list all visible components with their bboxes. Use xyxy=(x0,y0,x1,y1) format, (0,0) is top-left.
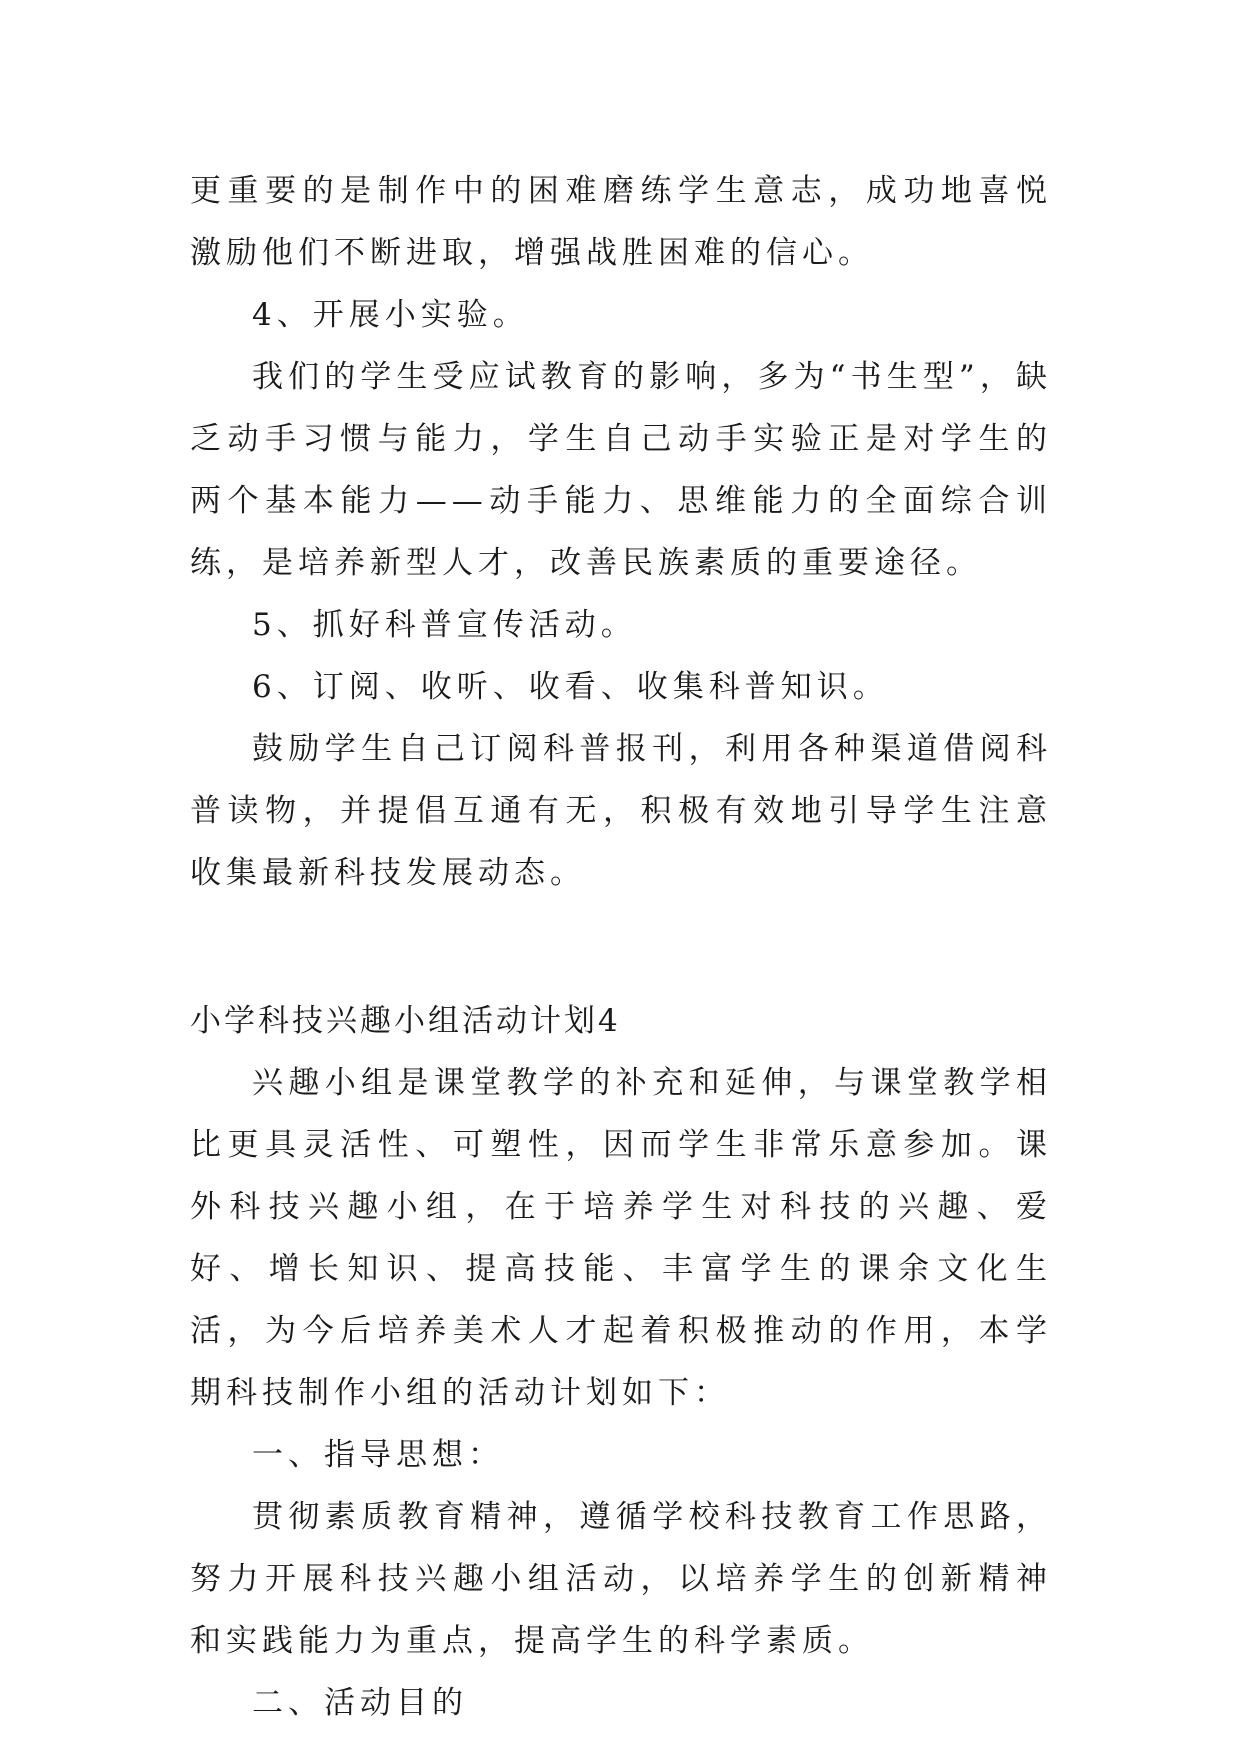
part-1-heading: 一、指导思想： xyxy=(252,1437,504,1473)
continuation-paragraph: 更重要的是制作中的困难磨练学生意志，成功地喜悦激励他们不断进取，增强战胜困难的信心。 xyxy=(190,173,1052,271)
item-5-heading: 5、抓好科普宣传活动。 xyxy=(252,607,637,643)
document-body xyxy=(190,160,1052,1734)
item-4-heading: 4、开展小实验。 xyxy=(252,297,529,333)
intro-paragraph: 兴趣小组是课堂教学的补充和延伸，与课堂教学相比更具灵活性、可塑性，因而学生非常乐意参加。课外科技兴趣小组，在于培养学生对科技的兴趣、爱好、增长知识、提高技能、丰富学生的课余文化生活，为今后培养美术人才起着积极推动的作用，本学期科技制作小组的活动计划如下： xyxy=(190,1065,1052,1411)
item-6-paragraph: 鼓励学生自己订阅科普报刊，利用各种渠道借阅科普读物，并提倡互通有无，积极有效地引导学生注意收集最新科技发展动态。 xyxy=(190,731,1052,891)
item-6-heading: 6、订阅、收听、收看、收集科普知识。 xyxy=(252,669,889,705)
section-title: 小学科技兴趣小组活动计划4 xyxy=(190,1003,621,1039)
item-4-paragraph: 我们的学生受应试教育的影响，多为“书生型”，缺乏动手习惯与能力，学生自己动手实验正是对学生的两个基本能力——动手能力、思维能力的全面综合训练，是培养新型人才，改善民族素质的重要途径。 xyxy=(190,359,1052,581)
part-1-paragraph: 贯彻素质教育精神，遵循学校科技教育工作思路，努力开展科技兴趣小组活动，以培养学生的创新精神和实践能力为重点，提高学生的科学素质。 xyxy=(190,1499,1052,1659)
part-2-heading: 二、活动目的 xyxy=(252,1685,468,1721)
